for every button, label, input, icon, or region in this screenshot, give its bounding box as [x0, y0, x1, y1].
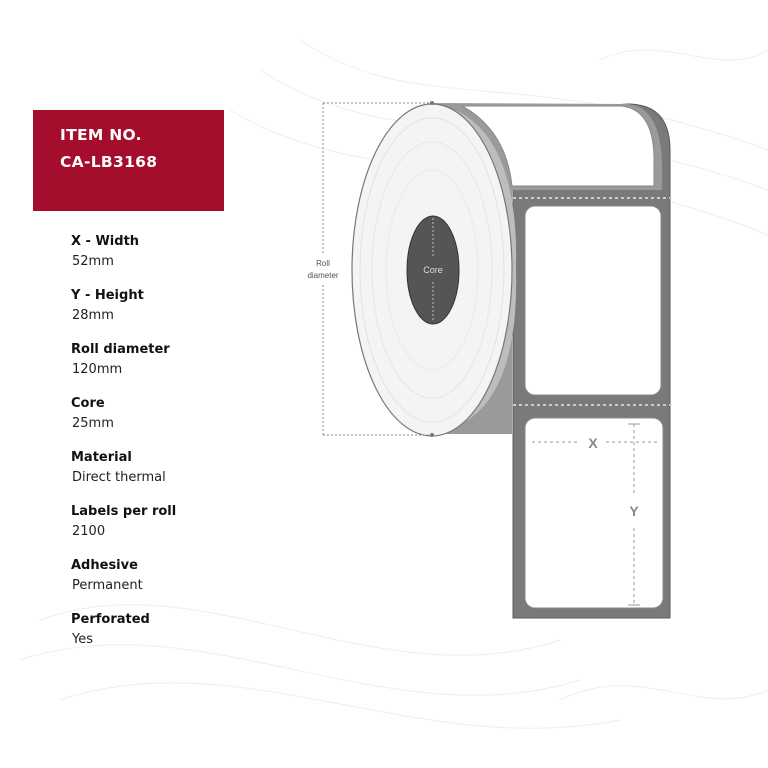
spec-label: Material: [71, 450, 132, 465]
spec-value: 52mm: [72, 254, 114, 269]
spec-label: Perforated: [71, 612, 150, 627]
spec-value: Permanent: [72, 578, 143, 593]
x-dimension-label: X: [588, 435, 598, 451]
spec-label: Roll diameter: [71, 342, 170, 357]
core-label: Core: [423, 265, 443, 275]
item-number-heading: ITEM NO.: [60, 126, 142, 144]
spec-label: Core: [71, 396, 105, 411]
label-middle: [525, 206, 661, 395]
spec-label: Labels per roll: [71, 504, 177, 519]
spec-value: 28mm: [72, 308, 114, 323]
spec-value: Direct thermal: [72, 470, 166, 485]
spec-value: Yes: [72, 632, 93, 647]
spec-value: 25mm: [72, 416, 114, 431]
y-dimension-label: Y: [629, 503, 639, 519]
spec-value: 2100: [72, 524, 106, 539]
spec-label: X - Width: [71, 234, 140, 249]
spec-value: 120mm: [72, 362, 123, 377]
roll-diameter-label-2: diameter: [307, 271, 339, 280]
roll-diameter-label: Roll: [316, 259, 330, 268]
spec-label: Y - Height: [71, 288, 144, 303]
spec-label: Adhesive: [71, 558, 138, 573]
item-number-code: CA-LB3168: [60, 153, 158, 171]
